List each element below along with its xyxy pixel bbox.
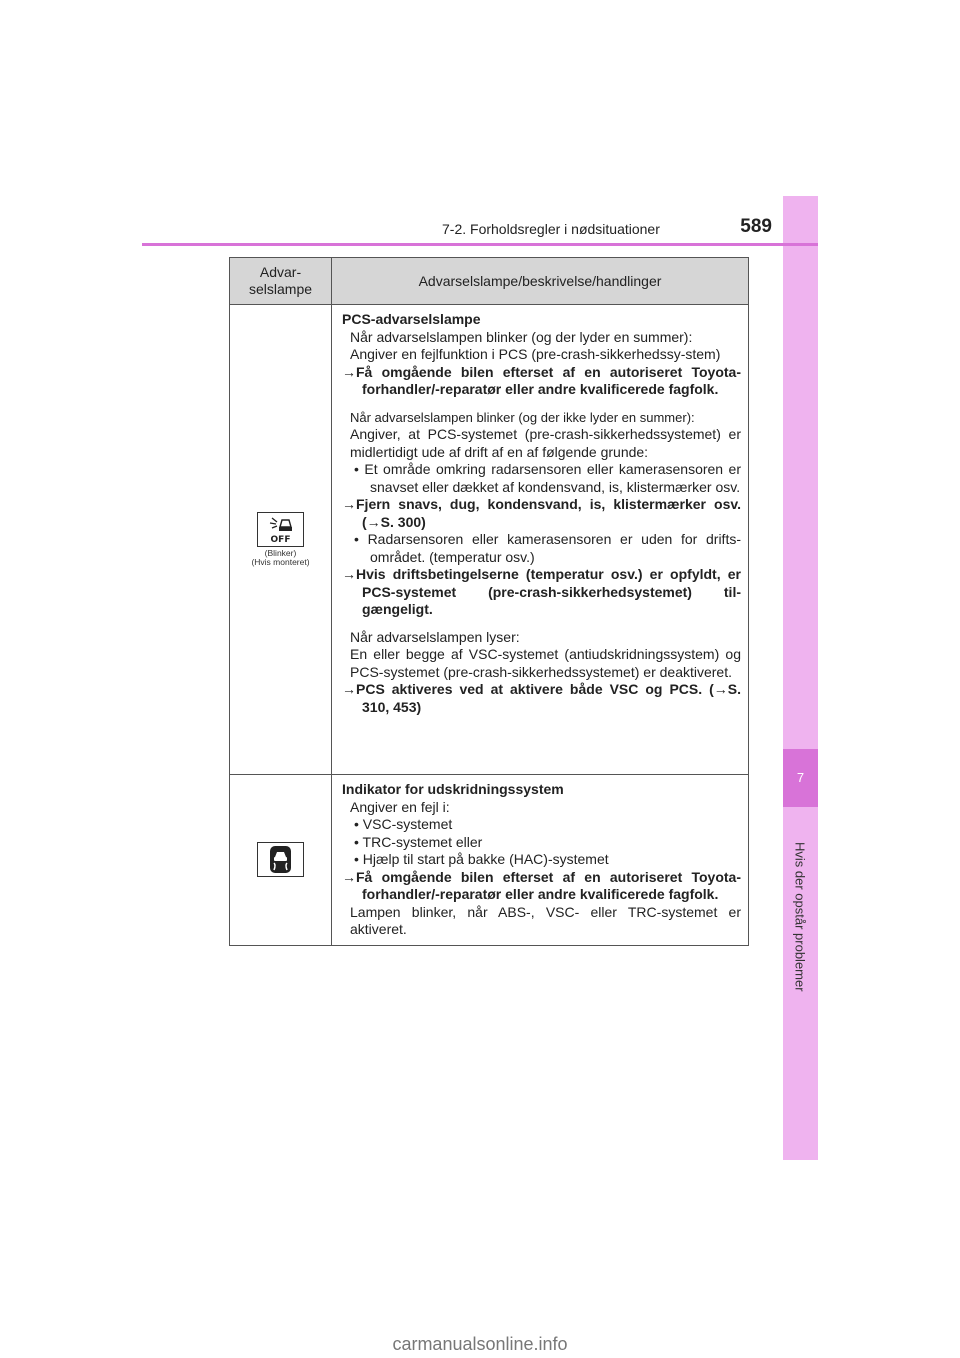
chapter-title-wrap [785, 842, 815, 1092]
page-header [442, 214, 782, 244]
table-row [230, 305, 749, 775]
warning-lamp-table [229, 257, 749, 946]
bullet-item: • Radarsensoren eller kamerasensoren er uden for drifts-området. (temperatur osv.) [354, 531, 741, 565]
lamp-icon-cell [230, 775, 332, 946]
header-rule [142, 243, 818, 246]
lamp-description-cell [332, 775, 749, 946]
condition-text: Når advarselslampen blinker (og der ikke lyder en summer): [350, 409, 695, 425]
action-text: →Fjern snavs, dug, kondensvand, is, klistermærker osv. (→S. 300) [342, 496, 741, 530]
chapter-title: Hvis der opstår problemer [792, 842, 808, 992]
page-number: 589 [740, 216, 772, 237]
action-text: →Hvis driftsbetingelserne (temperatur osv.) er opfyldt, er PCS-systemet (pre-crash-sikkerhedsystemet) til-gængeligt. [342, 566, 741, 617]
description-text: Angiver en fejlfunktion i PCS (pre-crash-sikkerhedssy-stem) [350, 346, 721, 362]
column-header-lamp: Advar- selslampe [230, 258, 332, 305]
chapter-number: 7 [783, 749, 818, 807]
table-header-row [230, 258, 749, 305]
lamp-description-cell [332, 305, 749, 775]
svg-text:OFF: OFF [270, 534, 291, 545]
pcs-off-icon [257, 512, 304, 547]
description-text: En eller begge af VSC-systemet (antiudskridningssystem) og PCS-systemet (pre-crash-sikkerhedssystemet) er deaktiveret. [350, 646, 741, 680]
column-header-description: Advarselslampe/beskrivelse/handlinger [332, 258, 749, 305]
bullet-item: • Hjælp til start på bakke (HAC)-systemet [354, 851, 609, 867]
bullet-item: • Et område omkring radarsensoren eller kamerasensoren er snavset eller dækket af kondensvand, is, klistermærker osv. [354, 461, 741, 495]
section-title: 7-2. Forholdsregler i nødsituationer [442, 221, 660, 237]
description-text: Angiver en fejl i: [350, 798, 450, 815]
action-text: →Få omgående bilen efterset af en autoriseret Toyota-forhandler/-reparatør eller andre kvalificerede fagfolk. [342, 868, 741, 902]
action-text: →PCS aktiveres ved at aktivere både VSC og PCS. (→S. 310, 453) [342, 681, 741, 715]
bullet-item: • TRC-systemet eller [354, 833, 483, 850]
lamp-title: PCS-advarselslampe [342, 311, 481, 327]
watermark: carmanualsonline.info [392, 1334, 568, 1354]
lamp-title: Indikator for udskridningssystem [342, 781, 564, 797]
description-text: Angiver, at PCS-systemet (pre-crash-sikkerhedssystemet) er midlertidigt ude af drift af en af følgende grunde: [350, 426, 741, 460]
condition-text: Når advarselslampen blinker (og der lyder en summer): [350, 328, 693, 345]
lamp-icon-cell [230, 305, 332, 775]
action-text: →Få omgående bilen efterset af en autoriseret Toyota-forhandler/-reparatør eller andre kvalificerede fagfolk. [342, 363, 741, 397]
icon-caption: (Blinker) (Hvis monteret) [251, 547, 310, 567]
condition-text: Når advarselslampen lyser: [350, 628, 520, 645]
skid-indicator-icon [257, 842, 304, 877]
bullet-item: • VSC-systemet [354, 816, 453, 832]
table-row [230, 775, 749, 946]
chapter-sidebar [783, 196, 818, 1160]
description-text: Lampen blinker, når ABS-, VSC- eller TRC-systemet er aktiveret. [350, 903, 741, 937]
